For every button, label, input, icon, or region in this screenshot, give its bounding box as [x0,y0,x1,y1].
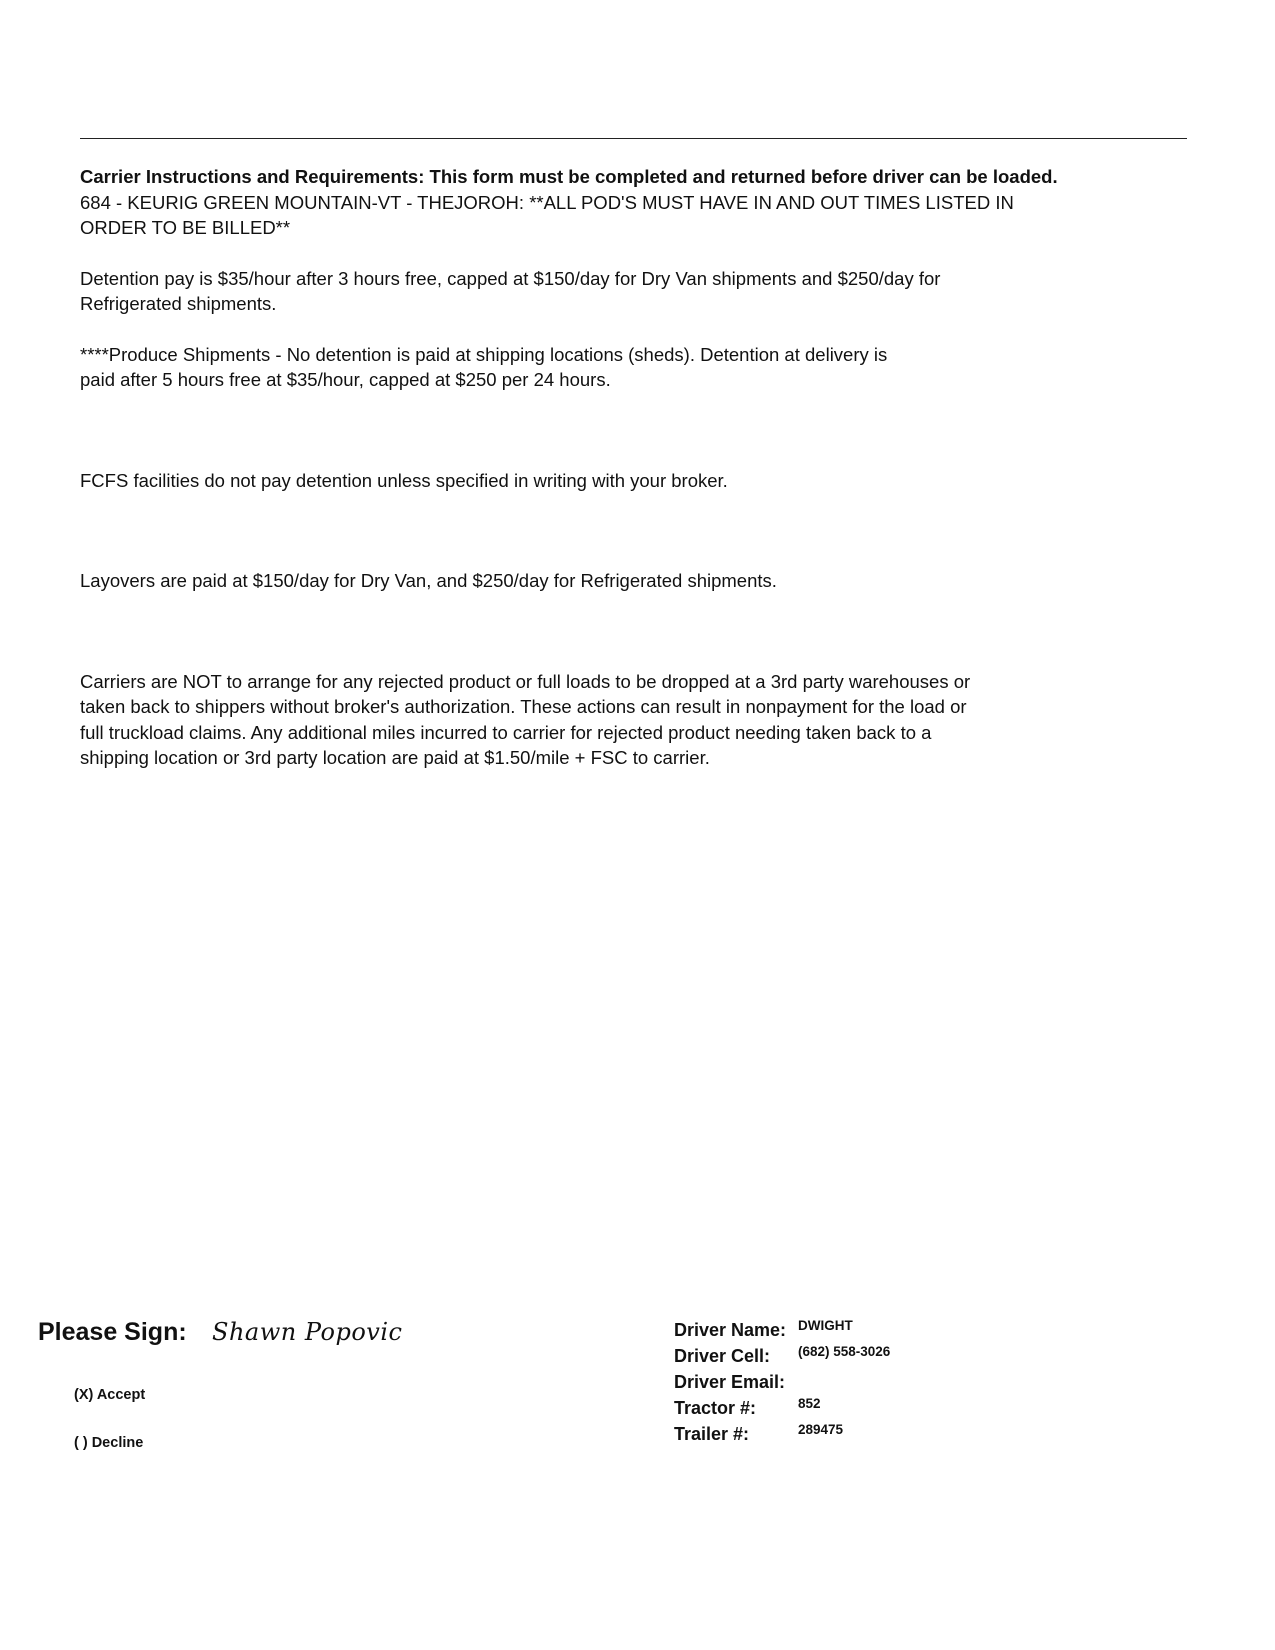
customer-note-line: ORDER TO BE BILLED** [80,217,291,238]
tractor-label: Tractor #: [674,1398,757,1418]
trailer-label: Trailer #: [674,1424,750,1444]
produce-paragraph [80,342,1190,393]
carriers-line: shipping location or 3rd party location are paid at $1.50/mile + FSC to carrier. [80,747,710,768]
instructions-heading: Carrier Instructions and Requirements: This form must be completed and returned before driver can be loaded. [80,166,1058,187]
carriers-line: taken back to shippers without broker's authorization. These actions can result in nonpayment for the load or [80,696,967,717]
detention-paragraph [80,266,1190,317]
carriers-paragraph [80,669,1190,771]
driver-cell-value[interactable]: (682) 558-3026 [798,1344,891,1359]
tractor-value[interactable]: 852 [798,1396,821,1411]
carriers-line: Carriers are NOT to arrange for any rejected product or full loads to be dropped at a 3rd party warehouses or [80,670,971,692]
carrier-instructions [80,164,1190,771]
trailer-value[interactable]: 289475 [798,1422,844,1437]
layovers-paragraph: Layovers are paid at $150/day for Dry Van, and $250/day for Refrigerated shipments. [80,570,777,591]
driver-name-value[interactable]: DWIGHT [798,1318,853,1333]
please-sign-label: Please Sign: [38,1318,187,1346]
accept-option[interactable]: (X) Accept [74,1387,146,1403]
top-divider [80,138,1187,139]
driver-cell-label: Driver Cell: [674,1346,771,1366]
detention-line: Detention pay is $35/hour after 3 hours free, capped at $150/day for Dry Van shipments and $250/day for [80,267,941,289]
driver-name-label: Driver Name: [674,1320,787,1340]
fcfs-paragraph: FCFS facilities do not pay detention unless specified in writing with your broker. [80,469,728,491]
signature-field[interactable]: Shawn Popovic [212,1318,403,1346]
decline-option[interactable]: ( ) Decline [74,1435,144,1451]
driver-email-label: Driver Email: [674,1372,786,1392]
produce-line: paid after 5 hours free at $35/hour, capped at $250 per 24 hours. [80,369,611,390]
customer-note-line: 684 - KEURIG GREEN MOUNTAIN-VT - THEJOROH: **ALL POD'S MUST HAVE IN AND OUT TIMES LISTED IN [80,191,1014,213]
produce-line: ****Produce Shipments - No detention is paid at shipping locations (sheds). Detention at delivery is [80,343,888,365]
detention-line: Refrigerated shipments. [80,293,277,314]
carriers-line: full truckload claims. Any additional miles incurred to carrier for rejected product needing taken back to a [80,721,932,743]
